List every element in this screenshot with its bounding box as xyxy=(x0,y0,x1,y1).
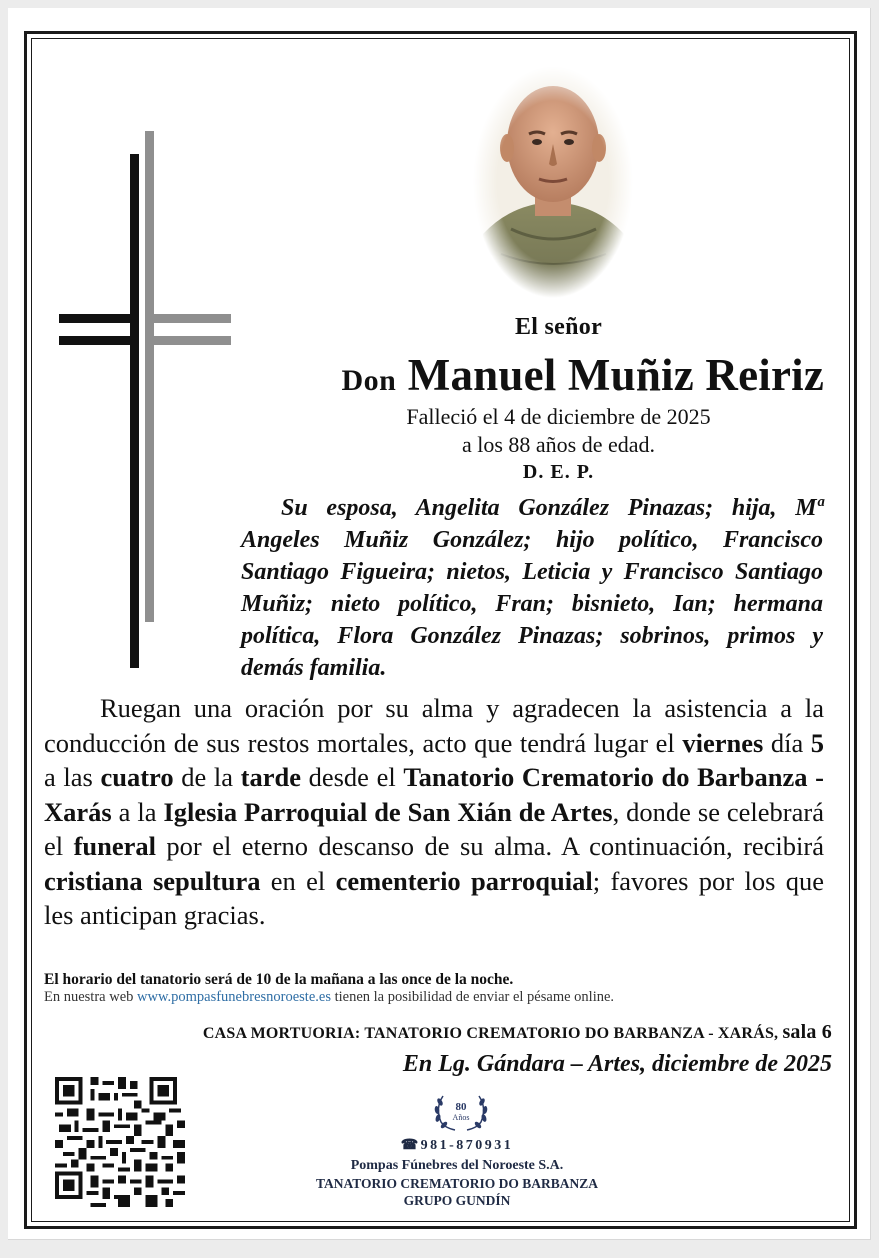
company-name: Pompas Fúnebres del Noroeste S.A. xyxy=(350,1158,564,1173)
age-line: a los 88 años de edad. xyxy=(461,432,656,457)
portrait-photo xyxy=(471,64,636,299)
company-tanatorio: TANATORIO CREMATORIO DO BARBANZA xyxy=(316,1176,598,1191)
logo-word: Años xyxy=(452,1113,470,1122)
logo-number: 80 xyxy=(455,1101,467,1113)
mortuary-line: CASA MORTUORIA: TANATORIO CREMATORIO DO BARBANZA - XARÁS, sala 6 xyxy=(202,1021,832,1043)
deceased-name xyxy=(341,349,824,401)
phone-icon: ☎ xyxy=(400,1138,421,1153)
name-prefix: Don xyxy=(341,364,397,397)
anniversary-laurel-icon xyxy=(427,1086,495,1134)
phone-number[interactable]: ☎981-870931 xyxy=(400,1138,514,1153)
web-note: En nuestra web www.pompasfunebresnoroeste.es tienen la posibilidad de enviar el pésame online. xyxy=(44,989,615,1005)
website-link[interactable]: www.pompasfunebresnoroeste.es xyxy=(137,989,331,1005)
qr-code-icon[interactable] xyxy=(54,1077,186,1207)
outer-frame xyxy=(24,31,857,1229)
place-date: En Lg. Gándara – Artes, diciembre de 2025 xyxy=(402,1051,832,1077)
ceremony-paragraph: Ruegan una oración por su alma y agradecen la asistencia a la conducción de sus restos mortales, acto que tendrá lugar el viernes día 5 a las cuatro de la tarde desde el Tanatorio Crematorio do Barbanza - Xarás a la Iglesia Parroquial de San Xián de Artes, donde se celebrará el funeral por el eterno descanso de su alma. A continuación, recibirá cristiana sepultura en el cementerio parroquial; favores por los que les anticipan gracias. xyxy=(44,693,825,930)
death-date: Falleció el 4 de diciembre de 2025 xyxy=(406,404,711,429)
schedule-note: El horario del tanatorio será de 10 de la mañana a las once de la noche. xyxy=(44,971,514,988)
room-number: sala 6 xyxy=(782,1021,832,1043)
intro-text: El señor xyxy=(514,314,603,340)
obituary-page xyxy=(8,8,871,1240)
family-list: Su esposa, Angelita González Pinazas; hija, Mª Angeles Muñiz González; hijo político, Francisco Santiago Figueira; nietos, Leticia y Francisco Santiago Muñiz; nieto político, Fran; bisnieto, Ian; hermana política, Flora González Pinazas; sobrinos, primos y demás familia. xyxy=(241,495,823,681)
dep-text: D. E. P. xyxy=(522,461,595,483)
name-full: Manuel Muñiz Reiriz xyxy=(407,350,824,400)
company-group: GRUPO GUNDÍN xyxy=(403,1193,511,1208)
